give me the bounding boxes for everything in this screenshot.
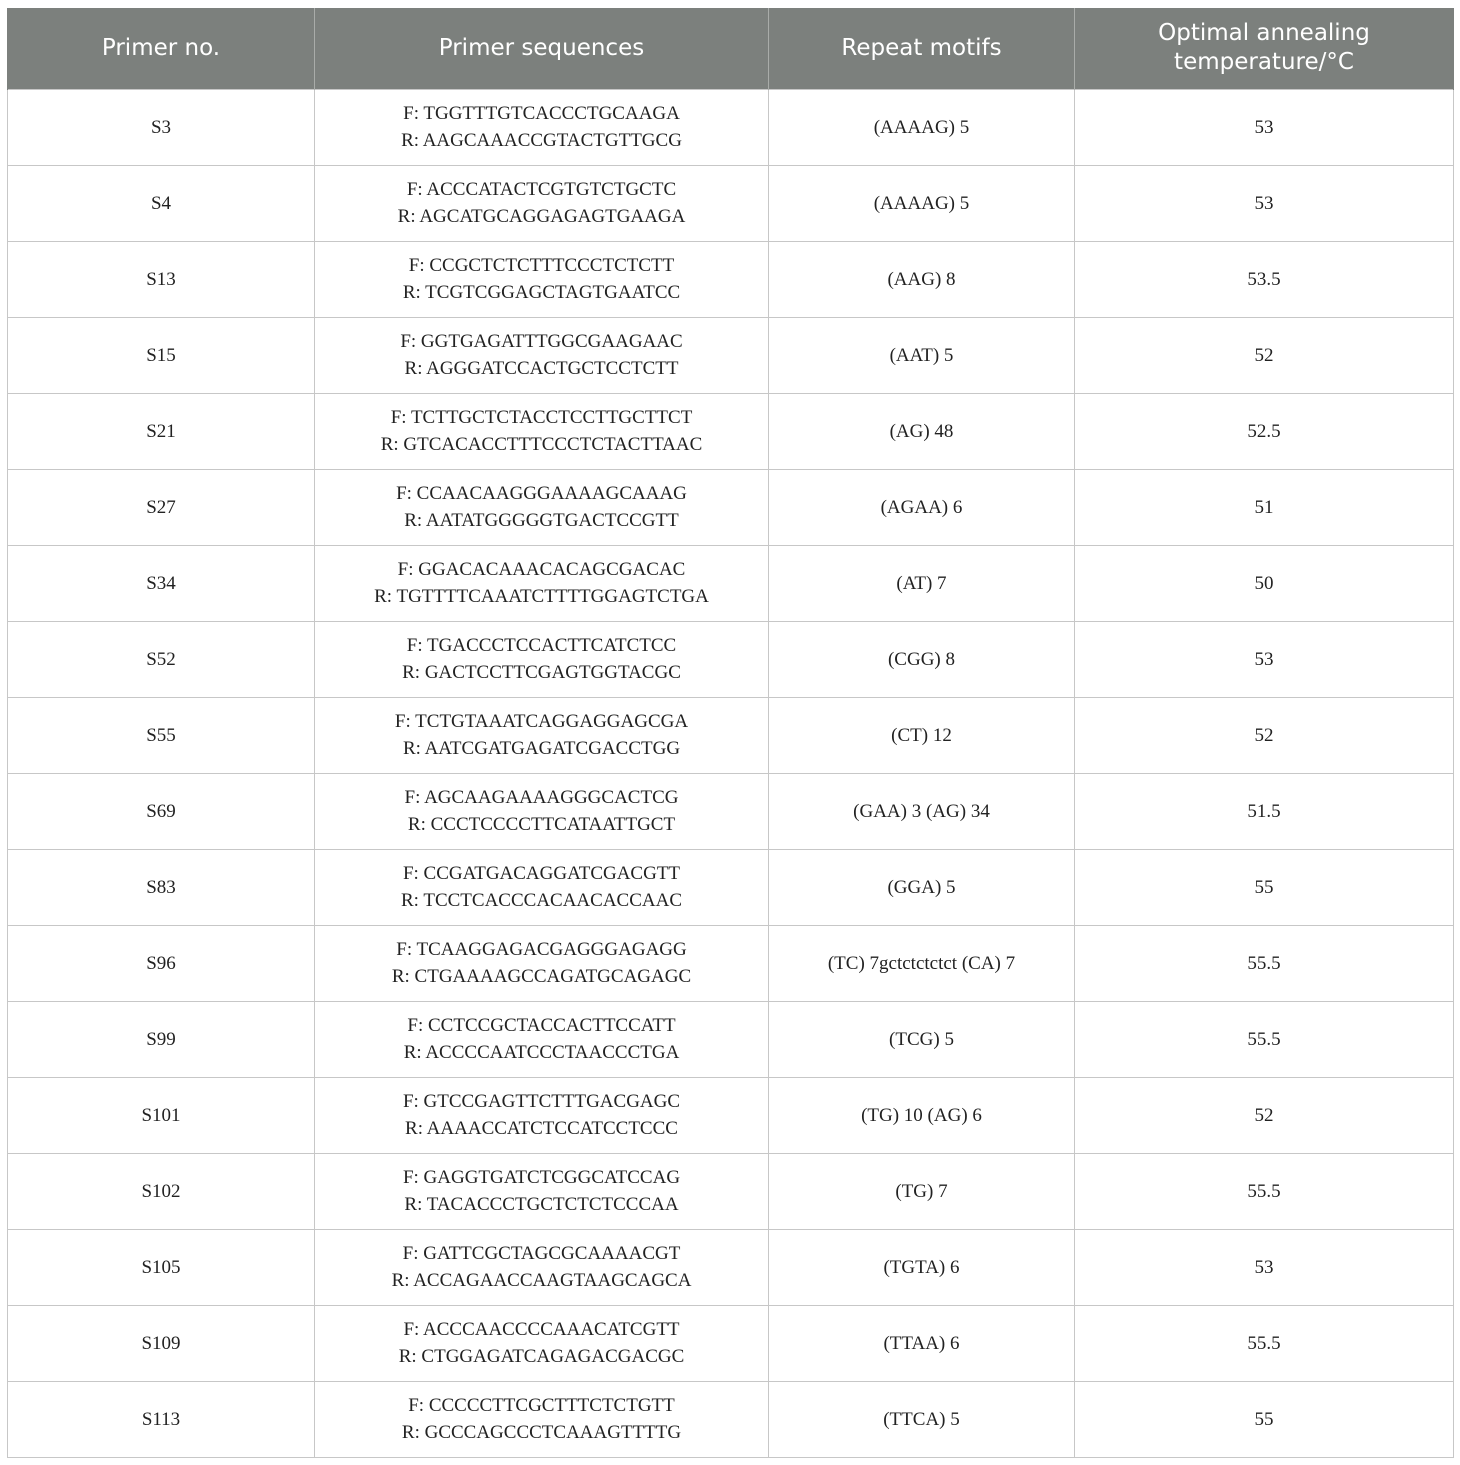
primer-sequences-cell [315,1001,769,1077]
annealing-temperature-cell: 51 [1075,469,1454,545]
primer-table [7,8,1454,1458]
table-row [8,621,1454,697]
table-row [8,89,1454,165]
table-row [8,773,1454,849]
repeat-motif-cell: (AAAAG) 5 [769,89,1075,165]
table-row [8,1229,1454,1305]
forward-sequence: F: CCTCCGCTACCACTTCCATT [407,1015,676,1036]
reverse-sequence: R: GTCACACCTTTCCCTCTACTTAAC [380,434,703,455]
table-row [8,1305,1454,1381]
primer-sequences-cell [315,1381,769,1457]
annealing-temperature-cell: 55 [1075,849,1454,925]
reverse-sequence: R: GACTCCTTCGAGTGGTACGC [402,662,681,683]
repeat-motif-cell: (TG) 7 [769,1153,1075,1229]
annealing-temperature-cell: 53 [1075,165,1454,241]
primer-sequences-cell [315,1153,769,1229]
repeat-motif-cell: (CT) 12 [769,697,1075,773]
primer-sequences-cell [315,697,769,773]
repeat-motif-cell: (TCG) 5 [769,1001,1075,1077]
reverse-sequence: R: CTGAAAAGCCAGATGCAGAGC [391,966,692,987]
reverse-sequence: R: TCCTCACCCACAACACCAAC [400,890,683,911]
annealing-temperature-cell: 53 [1075,621,1454,697]
annealing-temperature-cell: 52 [1075,1077,1454,1153]
repeat-motif-cell: (CGG) 8 [769,621,1075,697]
primer-no-cell: S102 [8,1153,315,1229]
primer-sequences-cell [315,89,769,165]
header-annealing-temperature: Optimal annealing temperature/°C [1075,8,1454,89]
forward-sequence: F: TCTGTAAATCAGGAGGAGCGA [394,711,689,732]
reverse-sequence: R: TACACCCTGCTCTCTCCCAA [404,1194,679,1215]
primer-sequences-cell [315,393,769,469]
repeat-motif-cell: (TGTA) 6 [769,1229,1075,1305]
annealing-temperature-cell: 53.5 [1075,241,1454,317]
repeat-motif-cell: (GAA) 3 (AG) 34 [769,773,1075,849]
primer-no-cell: S109 [8,1305,315,1381]
repeat-motif-cell: (AG) 48 [769,393,1075,469]
table-header [8,8,1454,89]
primer-no-cell: S4 [8,165,315,241]
table-row [8,925,1454,1001]
repeat-motif-cell: (TTCA) 5 [769,1381,1075,1457]
primer-no-cell: S113 [8,1381,315,1457]
forward-sequence: F: ACCCAACCCCAAACATCGTT [403,1319,680,1340]
annealing-temperature-cell: 55.5 [1075,1153,1454,1229]
annealing-temperature-cell: 52.5 [1075,393,1454,469]
reverse-sequence: R: AATCGATGAGATCGACCTGG [402,738,681,759]
annealing-temperature-cell: 55.5 [1075,925,1454,1001]
table-row [8,1381,1454,1457]
primer-no-cell: S13 [8,241,315,317]
forward-sequence: F: TGGTTTGTCACCCTGCAAGA [403,103,680,124]
primer-no-cell: S34 [8,545,315,621]
forward-sequence: F: CCGATGACAGGATCGACGTT [402,863,681,884]
annealing-temperature-cell: 52 [1075,697,1454,773]
reverse-sequence: R: CTGGAGATCAGAGACGACGC [398,1346,685,1367]
repeat-motif-cell: (TC) 7gctctctctct (CA) 7 [769,925,1075,1001]
forward-sequence: F: TCTTGCTCTACCTCCTTGCTTCT [390,407,693,428]
primer-no-cell: S3 [8,89,315,165]
repeat-motif-cell: (AGAA) 6 [769,469,1075,545]
primer-no-cell: S96 [8,925,315,1001]
primer-sequences-cell [315,545,769,621]
reverse-sequence: R: AGCATGCAGGAGAGTGAAGA [397,206,686,227]
reverse-sequence: R: ACCCCAATCCCTAACCCTGA [403,1042,680,1063]
forward-sequence: F: CCCCCTTCGCTTTCTCTGTT [408,1395,675,1416]
primer-sequences-cell [315,317,769,393]
table-row [8,469,1454,545]
primer-sequences-cell [315,621,769,697]
forward-sequence: F: CCGCTCTCTTTCCCTCTCTT [408,255,675,276]
header-primer-no: Primer no. [8,8,315,89]
table-row [8,241,1454,317]
annealing-temperature-cell: 50 [1075,545,1454,621]
reverse-sequence: R: AATATGGGGGTGACTCCGTT [404,510,679,531]
primer-no-cell: S52 [8,621,315,697]
primer-sequences-cell [315,469,769,545]
primer-sequences-cell [315,925,769,1001]
primer-sequences-cell [315,165,769,241]
table-body [8,89,1454,1457]
primer-no-cell: S99 [8,1001,315,1077]
primer-no-cell: S105 [8,1229,315,1305]
reverse-sequence: R: CCCTCCCCTTCATAATTGCT [407,814,676,835]
forward-sequence: F: GATTCGCTAGCGCAAAACGT [402,1243,681,1264]
table-row [8,1001,1454,1077]
table-row [8,165,1454,241]
reverse-sequence: R: AAAACCATCTCCATCCTCCC [405,1118,678,1139]
forward-sequence: F: TGACCCTCCACTTCATCTCC [406,635,677,656]
repeat-motif-cell: (AAG) 8 [769,241,1075,317]
repeat-motif-cell: (TG) 10 (AG) 6 [769,1077,1075,1153]
primer-no-cell: S21 [8,393,315,469]
table-row [8,393,1454,469]
primer-sequences-cell [315,849,769,925]
reverse-sequence: R: GCCCAGCCCTCAAAGTTTTG [401,1422,682,1443]
primer-no-cell: S15 [8,317,315,393]
forward-sequence: F: GGTGAGATTTGGCGAAGAAC [400,331,683,352]
primer-no-cell: S55 [8,697,315,773]
primer-no-cell: S101 [8,1077,315,1153]
forward-sequence: F: TCAAGGAGACGAGGGAGAGG [396,939,687,960]
annealing-temperature-cell: 51.5 [1075,773,1454,849]
reverse-sequence: R: TCGTCGGAGCTAGTGAATCC [402,282,681,303]
reverse-sequence: R: ACCAGAACCAAGTAAGCAGCA [391,1270,692,1291]
header-primer-sequences: Primer sequences [315,8,769,89]
header-repeat-motifs: Repeat motifs [769,8,1075,89]
annealing-temperature-cell: 55.5 [1075,1001,1454,1077]
forward-sequence: F: ACCCATACTCGTGTCTGCTC [406,179,677,200]
primer-sequences-cell [315,1305,769,1381]
forward-sequence: F: GTCCGAGTTCTTTGACGAGC [402,1091,681,1112]
forward-sequence: F: CCAACAAGGGAAAAGCAAAG [396,483,687,504]
repeat-motif-cell: (TTAA) 6 [769,1305,1075,1381]
forward-sequence: F: GAGGTGATCTCGGCATCCAG [402,1167,681,1188]
header-row [8,8,1454,89]
primer-sequences-cell [315,1229,769,1305]
table-row [8,849,1454,925]
forward-sequence: F: GGACACAAACACAGCGACAC [397,559,686,580]
repeat-motif-cell: (AAAAG) 5 [769,165,1075,241]
annealing-temperature-cell: 53 [1075,1229,1454,1305]
forward-sequence: F: AGCAAGAAAAGGGCACTCG [404,787,679,808]
reverse-sequence: R: TGTTTTCAAATCTTTTGGAGTCTGA [374,586,709,607]
primer-sequences-cell [315,1077,769,1153]
repeat-motif-cell: (AT) 7 [769,545,1075,621]
primer-sequences-cell [315,773,769,849]
annealing-temperature-cell: 55.5 [1075,1305,1454,1381]
table-row [8,545,1454,621]
table-row [8,1153,1454,1229]
annealing-temperature-cell: 53 [1075,89,1454,165]
table-row [8,317,1454,393]
primer-no-cell: S83 [8,849,315,925]
table-row [8,1077,1454,1153]
primer-no-cell: S27 [8,469,315,545]
repeat-motif-cell: (GGA) 5 [769,849,1075,925]
reverse-sequence: R: AAGCAAACCGTACTGTTGCG [401,130,682,151]
annealing-temperature-cell: 52 [1075,317,1454,393]
primer-no-cell: S69 [8,773,315,849]
annealing-temperature-cell: 55 [1075,1381,1454,1457]
repeat-motif-cell: (AAT) 5 [769,317,1075,393]
reverse-sequence: R: AGGGATCCACTGCTCCTCTT [404,358,679,379]
table-row [8,697,1454,773]
primer-sequences-cell [315,241,769,317]
